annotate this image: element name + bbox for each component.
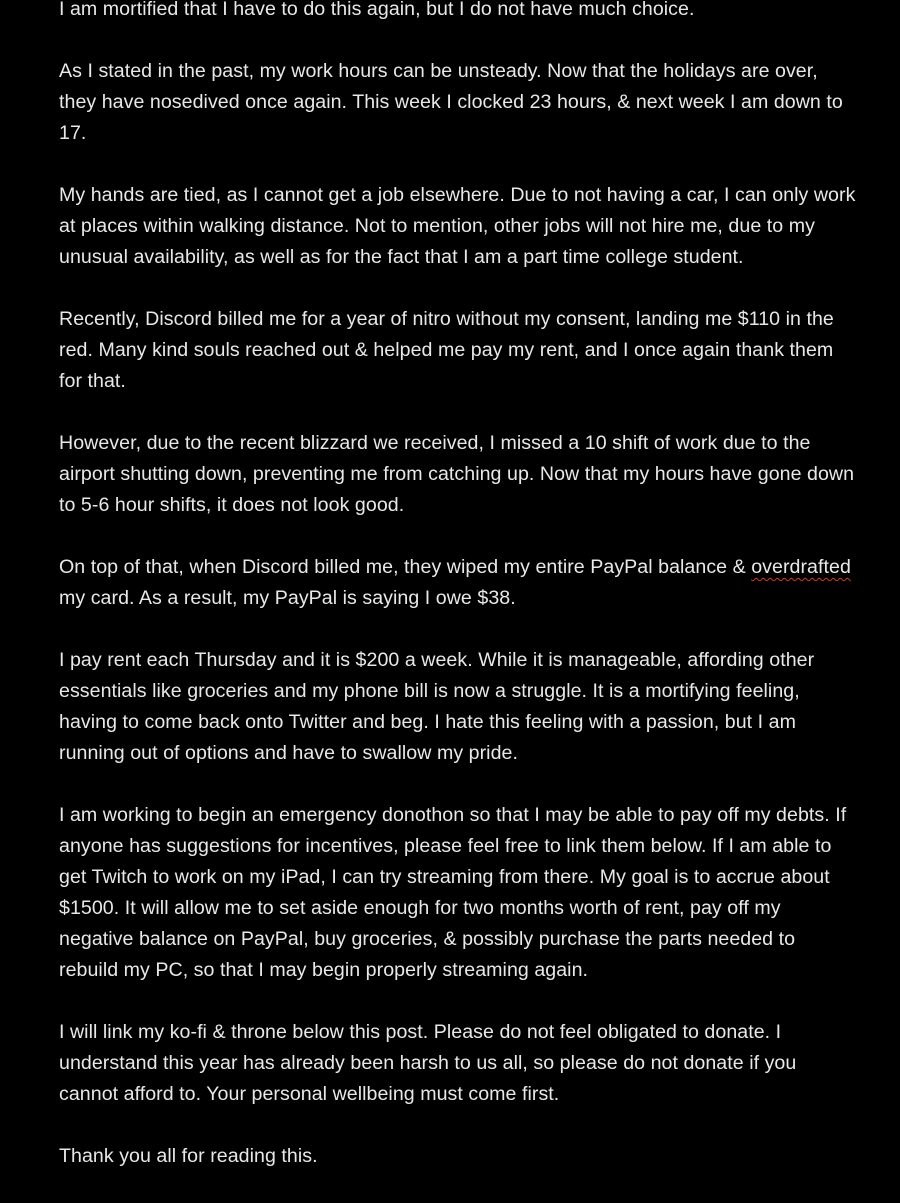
paragraph-job-situation: My hands are tied, as I cannot get a job elsewhere. Due to not having a car, I can only work at places within walking distance. Not to mention, other jobs will not hire me, due to my unusual availability, as well as for the fact that I am a part time college student.: [59, 184, 856, 268]
note-text-body[interactable]: [59, 0, 859, 1203]
paragraph-intro: I am mortified that I have to do this again, but I do not have much choice.: [59, 0, 695, 20]
paragraph-blizzard: However, due to the recent blizzard we received, I missed a 10 shift of work due to the airport shutting down, preventing me from catching up. Now that my hours have gone down to 5-6 hour shifts, it does not look good.: [59, 432, 855, 516]
paragraph-paypal-text-before: On top of that, when Discord billed me, they wiped my entire PayPal balance &: [59, 556, 752, 578]
misspelled-word[interactable]: overdrafted: [751, 556, 851, 578]
paragraph-rent: I pay rent each Thursday and it is $200 a week. While it is manageable, affording other essentials like groceries and my phone bill is now a struggle. It is a mortifying feeling, having to come back onto Twitter and beg. I hate this feeling with a passion, but I am running out of options and have to swallow my pride.: [59, 649, 815, 764]
paragraph-discord-billing: Recently, Discord billed me for a year of nitro without my consent, landing me $110 in the red. Many kind souls reached out & helped me pay my rent, and I once again thank them for that.: [59, 308, 834, 392]
paragraph-work-hours: As I stated in the past, my work hours can be unsteady. Now that the holidays are over, they have nosedived once again. This week I clocked 23 hours, & next week I am down to 17.: [59, 60, 843, 144]
paragraph-thanks: Thank you all for reading this.: [59, 1145, 318, 1167]
paragraph-links: I will link my ko-fi & throne below this post. Please do not feel obligated to donate. I understand this year has already been harsh to us all, so please do not donate if you cannot afford to. Your personal wellbeing must come first.: [59, 1021, 797, 1105]
paragraph-paypal-text-after: my card. As a result, my PayPal is saying I owe $38.: [59, 587, 516, 609]
paragraph-paypal: [59, 552, 859, 614]
paragraph-donothon: I am working to begin an emergency donothon so that I may be able to pay off my debts. If anyone has suggestions for incentives, please feel free to link them below. If I am able to get Twitch to work on my iPad, I can try streaming from there. My goal is to accrue about $1500. It will allow me to set aside enough for two months worth of rent, pay off my negative balance on PayPal, buy groceries, & possibly purchase the parts needed to rebuild my PC, so that I may begin properly streaming again.: [59, 804, 847, 981]
